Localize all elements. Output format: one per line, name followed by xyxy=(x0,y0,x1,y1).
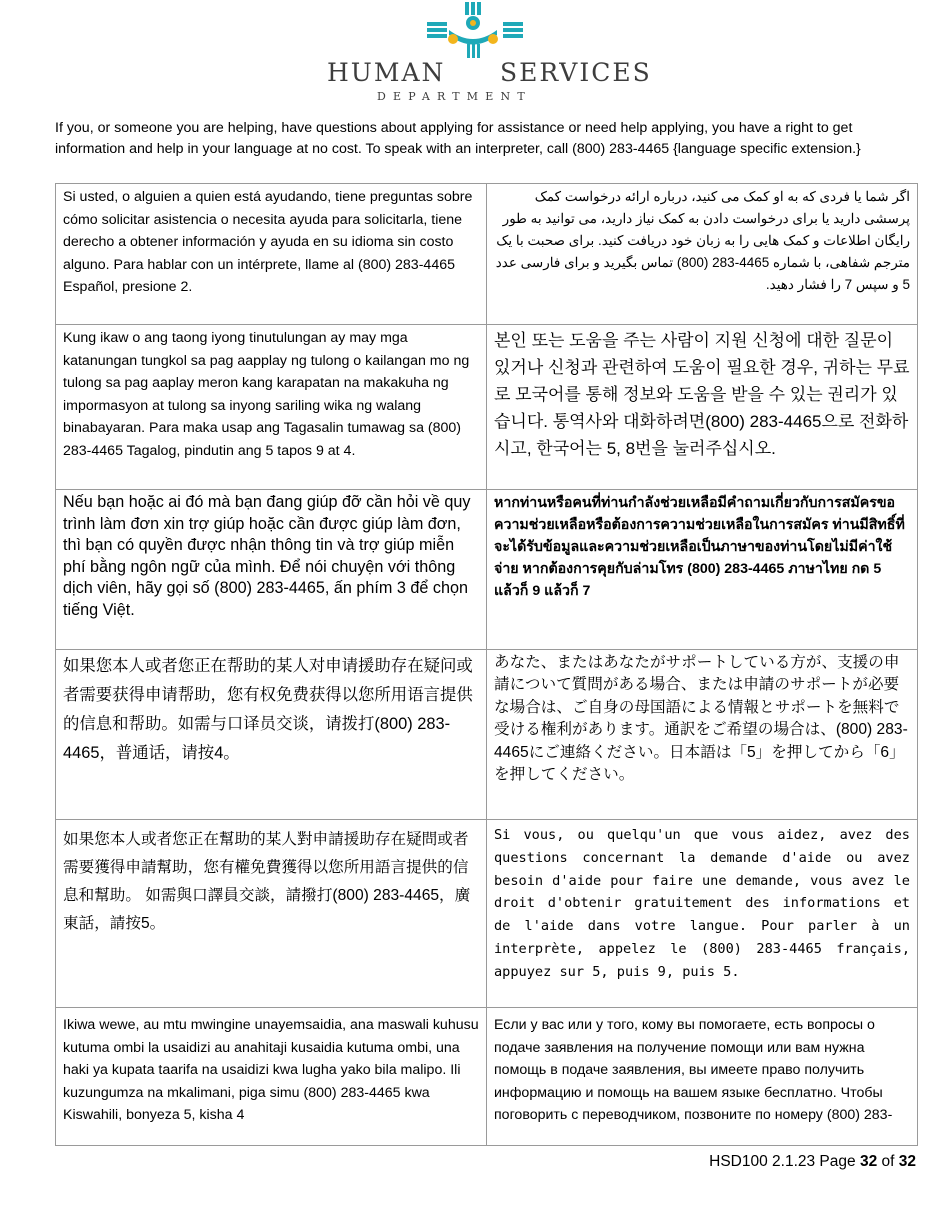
footer-doc-id: HSD100 2.1.23 Page xyxy=(709,1153,860,1170)
table-row xyxy=(56,1008,918,1146)
intro-paragraph: If you, or someone you are helping, have questions about applying for assistance or need help applying, you have a right to get information and help in your language at no cost. To speak with an interpreter, call (800) 283-4465 {language specific extension.} xyxy=(55,120,861,157)
cell-japanese: あなた、またはあなたがサポートしている方が、支援の申請について質問がある場合、または申請のサポートが必要な場合は、ご自身の母国語による情報とサポートを無料で受ける権利があります。通訳をご希望の場合は、(800) 283-4465にご連絡ください。日本語は「5」を押してから「6」を押してください。 xyxy=(487,650,918,820)
footer-page-number: 32 xyxy=(859,1153,878,1170)
cell-swahili: Ikiwa wewe, au mtu mwingine unayemsaidia, ana maswali kuhusu kutuma ombi la usaidizi au anahitaji kusaidia kutuma ombi, una haki ya kupata taarifa na usaidizi kwa lugha yako bila malipo. Ili kuzungumza na mkalimani, piga simu (800) 283-4465 kwa Kiswahili, bonyeza 5, kisha 4 xyxy=(56,1008,487,1146)
cell-vietnamese: Nếu bạn hoặc ai đó mà bạn đang giúp đỡ cần hỏi về quy trình làm đơn xin trợ giúp hoặc cần được giúp làm đơn, thì bạn có quyền được nhận thông tin và trợ giúp miễn phí bằng ngôn ngữ của mình. Để nói chuyện với thông dịch viên, hãy gọi số (800) 283-4465, ấn phím 3 để chọn tiếng Việt. xyxy=(56,490,487,650)
hsd-logo xyxy=(0,0,950,112)
cell-french: Si vous, ou quelqu'un que vous aidez, avez des questions concernant la demande d'aide ou avez besoin d'aide pour faire une demande, vous avez le droit d'obtenir gratuitement des informations et de l'aide dans votre langue. Pour parler à un interprète, appelez le (800) 283-4465 français, appuyez sur 5, puis 9, puis 5. xyxy=(487,820,918,1008)
cell-chinese-traditional: 如果您本人或者您正在幫助的某人對申請援助存在疑問或者需要獲得申請幫助，您有權免費獲得以您所用語言提供的信息和幫助。 如需與口譯員交談，請撥打(800) 283-4465，廣東話，請按5。 xyxy=(56,820,487,1008)
cell-spanish: Si usted, o alguien a quien está ayudando, tiene preguntas sobre cómo solicitar asistencia o necesita ayuda para solicitarla, tiene derecho a obtener información y ayuda en su idioma sin costo alguno. Para hablar con un intérprete, llame al (800) 283-4465 Español, presione 2. xyxy=(56,184,487,325)
page-footer xyxy=(709,1153,916,1171)
zia-sun-icon xyxy=(427,2,523,58)
cell-thai: หากท่านหรือคนที่ท่านกำลังช่วยเหลือมีคำถามเกี่ยวกับการสมัครขอความช่วยเหลือหรือต้องการความช่วยเหลือในการสมัคร ท่านมีสิทธิ์ที่จะได้รับข้อมูลและความช่วยเหลือเป็นภาษาของท่านโดยไม่มีค่าใช้จ่าย หากต้องการคุยกับล่ามโทร (800) 283-4465 ภาษาไทย กด 5 แล้วก็ 9 แล้วก็ 7 xyxy=(487,490,918,650)
table-row xyxy=(56,820,918,1008)
table-row xyxy=(56,184,918,325)
table-row xyxy=(56,325,918,490)
cell-tagalog: Kung ikaw o ang taong iyong tinutulungan ay may mga katanungan tungkol sa pag aapplay ng tulong o kailangan mo ng tulong sa pag aaplay meron kang karapatan na makakuha ng impormasyon at tulong sa inyong sariling wika ng walang binabayaran. Para maka usap ang Tagasalin tumawag sa (800) 283-4465 Tagalog, pindutin ang 5 tapos 9 at 4. xyxy=(56,325,487,490)
logo-text-department: DEPARTMENT xyxy=(377,90,532,103)
table-row xyxy=(56,650,918,820)
logo-text-services: SERVICES xyxy=(500,58,652,87)
language-assistance-table xyxy=(55,183,918,1146)
table-row xyxy=(56,490,918,650)
logo-text-human: HUMAN xyxy=(327,58,446,87)
footer-of: of xyxy=(877,1153,899,1170)
cell-farsi: اگر شما یا فردی که به او کمک می کنید، درباره ارائه درخواست کمک پرسشی دارید یا برای درخواست دادن به کمک نیاز دارید، می توانید به طور رایگان اطلاعات و کمک هایی را به زبان خود دریافت کنید. برای صحبت با یک مترجم شفاهی، با شماره 4465-283 (800) تماس بگیرید و برای فارسی عدد 5 و سپس 7 را فشار دهید. xyxy=(487,184,918,325)
footer-page-total: 32 xyxy=(898,1153,916,1170)
cell-korean: 본인 또는 도움을 주는 사람이 지원 신청에 대한 질문이 있거나 신청과 관련하여 도움이 필요한 경우, 귀하는 무료로 모국어를 통해 정보와 도움을 받을 수 있는 권리가 있습니다. 통역사와 대화하려면(800) 283-4465으로 전화하시고, 한국어는 5, 8번을 눌러주십시오. xyxy=(487,325,918,490)
cell-russian: Если у вас или у того, кому вы помогаете, есть вопросы о подаче заявления на получение помощи или вам нужна помощь в подаче заявления, вы имеете право получить информацию и помощь на вашем языке бесплатно. Чтобы поговорить с переводчиком, позвоните по номеру (800) 283- xyxy=(487,1008,918,1146)
cell-chinese-simplified: 如果您本人或者您正在帮助的某人对申请援助存在疑问或者需要获得申请帮助，您有权免费获得以您所用语言提供的信息和帮助。如需与口译员交谈，请拨打(800) 283-4465，普通话，请按4。 xyxy=(56,650,487,820)
